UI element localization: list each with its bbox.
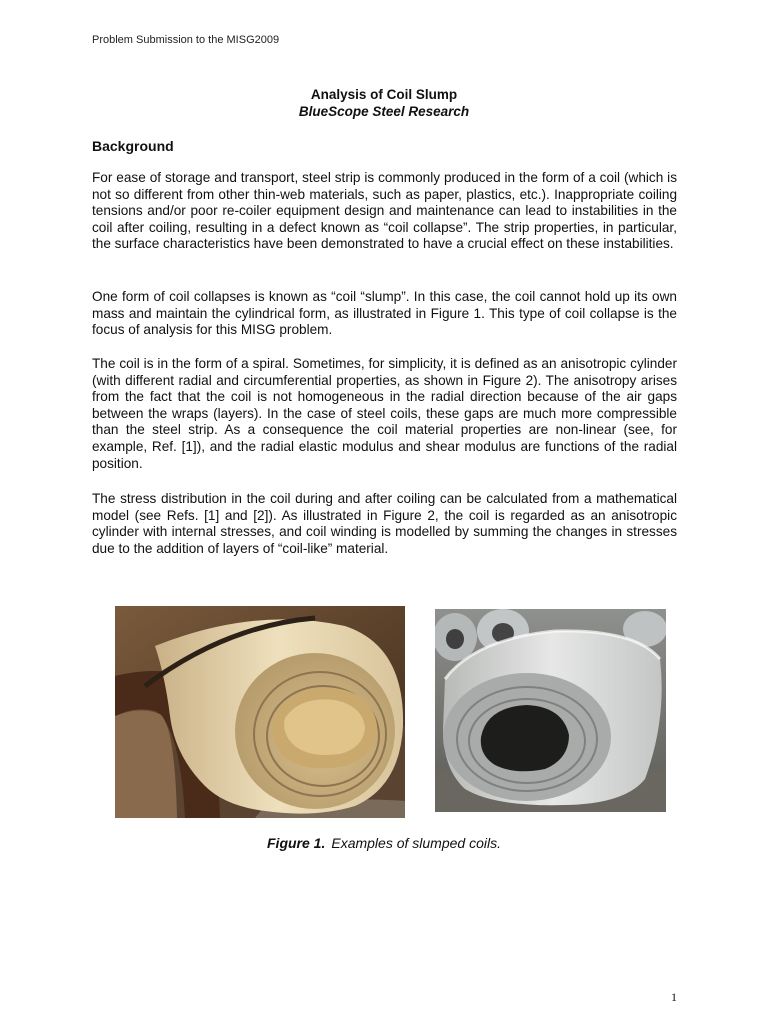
section-heading: Background xyxy=(92,138,174,154)
figure-caption xyxy=(0,835,768,851)
page-header: Problem Submission to the MISG2009 xyxy=(92,34,280,46)
paragraph-1: For ease of storage and transport, steel strip is commonly produced in the form of a coil (which is not so different from other thin-web materials, such as paper, plastics, etc.). Inappropriate coiling tensions and/or poor re-coiler equipment design and maintenance can lead to instabilities in the coil after coiling, resulting in a defect known as “coil collapse”. The strip properties, in particular, the surface characteristics have been demonstrated to have a crucial effect on these instabilities. xyxy=(92,170,677,252)
paragraph-4: The stress distribution in the coil during and after coiling can be calculated from a mathematical model (see Refs. [1] and [2]). As illustrated in Figure 2, the coil is regarded as an anisotropic cylinder with internal stresses, and coil winding is modelled by summing the changes in stresses due to the addition of layers of “coil-like” material. xyxy=(92,491,677,556)
slumped-coil-photo-cream xyxy=(115,606,405,818)
paragraph-3: The coil is in the form of a spiral. Sometimes, for simplicity, it is defined as an anisotropic cylinder (with different radial and circumferential properties, as shown in Figure 2). The anisotropy arises from the fact that the coil is not homogeneous in the radial direction because of the air gaps between the wraps (layers). In the case of steel coils, these gaps are much more compressible than the steel strip. As a consequence the coil material properties are non-linear (see, for example, Ref. [1]), and the radial elastic modulus and shear modulus are functions of the radial position. xyxy=(92,356,677,471)
document-title: Analysis of Coil Slump xyxy=(310,87,458,102)
figure-caption-text: Examples of slumped coils. xyxy=(331,835,501,851)
slumped-coil-photo-steel xyxy=(435,609,666,812)
figure-label: Figure 1. xyxy=(267,835,326,851)
page-number: 1 xyxy=(671,990,677,1004)
document-subtitle: BlueScope Steel Research xyxy=(298,104,470,119)
paragraph-2: One form of coil collapses is known as “coil “slump”. In this case, the coil cannot hold up its own mass and maintain the cylindrical form, as illustrated in Figure 1. This type of coil collapse is the focus of analysis for this MISG problem. xyxy=(92,289,677,338)
